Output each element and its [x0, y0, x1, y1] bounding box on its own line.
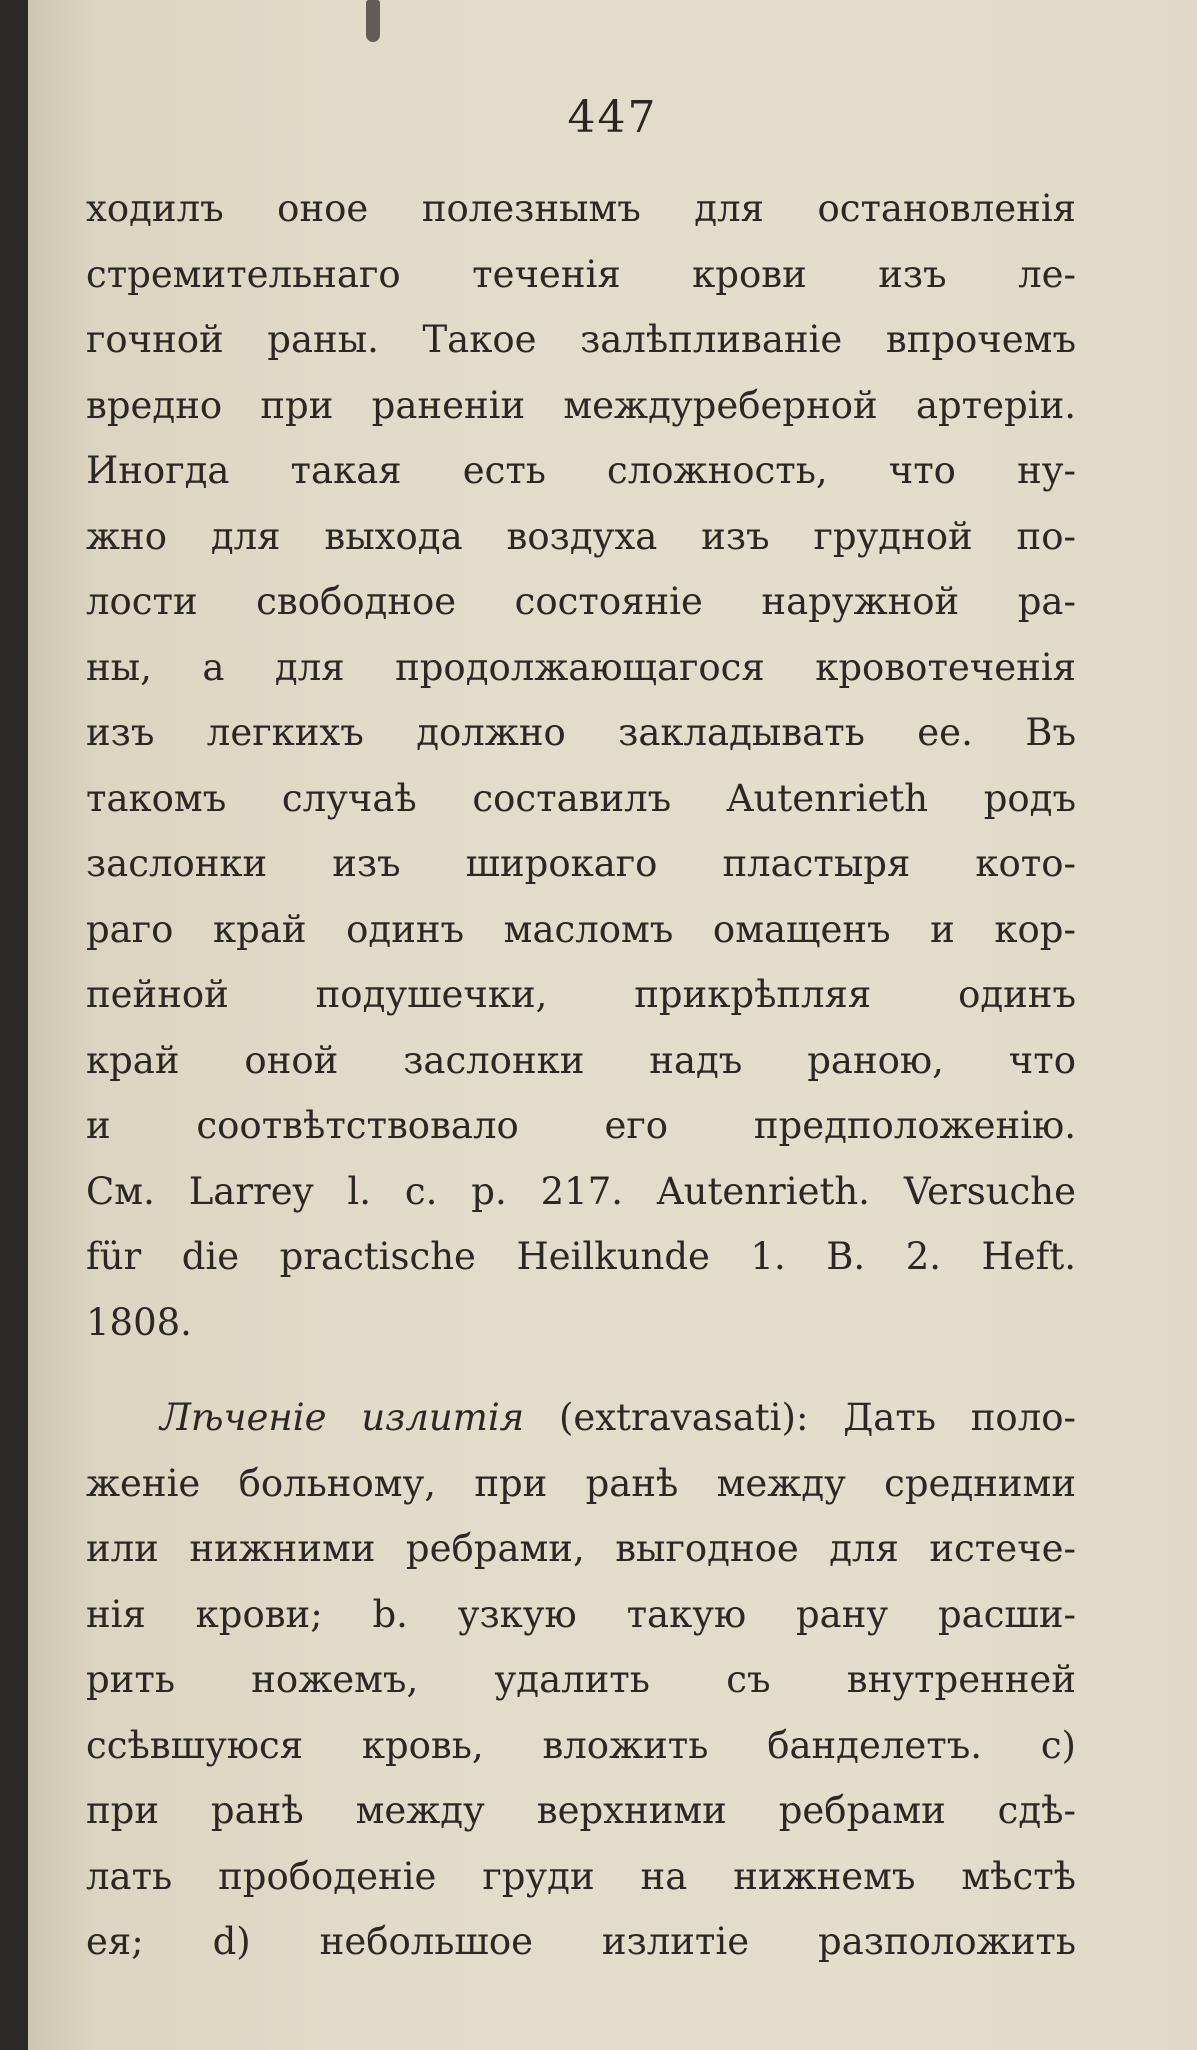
text-line: стремительнаго теченія крови изъ ле- — [86, 252, 1076, 296]
page-text — [86, 176, 1076, 1975]
text-line: лости свободное состояніе наружной ра- — [86, 580, 1076, 623]
text-line: Иногда такая есть сложность, что ну- — [86, 449, 1076, 492]
text-line: пейной подушечки, прикрѣпляя одинъ — [86, 973, 1076, 1016]
text-line: ны, а для продолжающагося кровотеченія — [86, 645, 1076, 689]
text-line: край оной заслонки надъ раною, что — [86, 1038, 1076, 1082]
text-line: такомъ случаѣ составилъ Autenrieth родъ — [86, 776, 1076, 820]
text-line: ссѣвшуюся кровь, вложить банделетъ. c) — [86, 1723, 1076, 1767]
text-line: женіе больному, при ранѣ между средними — [86, 1461, 1076, 1505]
text-line: лать прободеніе груди на нижнемъ мѣстѣ — [86, 1854, 1076, 1898]
ink-mark — [366, 0, 380, 42]
text-line: für die practische Heilkunde 1. B. 2. Heft. — [86, 1235, 1076, 1278]
text-line: жно для выхода воздуха изъ грудной по- — [86, 514, 1076, 558]
paragraph-heading: Лѣченіе излитія — [160, 1396, 525, 1439]
text-line: 1808. — [86, 1300, 192, 1344]
paragraph-first-line — [86, 1385, 1076, 1451]
page-number: 447 — [567, 92, 658, 143]
paragraph-gap — [86, 1355, 1076, 1385]
text-line: изъ легкихъ должно закладывать ее. Въ — [86, 711, 1076, 754]
text-line: нія крови; b. узкую такую рану расши- — [86, 1592, 1076, 1636]
text-line: раго край одинъ масломъ омащенъ и кор- — [86, 907, 1076, 951]
text-line: См. Larrey l. c. p. 217. Autenrieth. Versuche — [86, 1169, 1076, 1213]
text-line: при ранѣ между верхними ребрами сдѣ- — [86, 1789, 1076, 1832]
paragraph-first-text: (extravasati): Дать поло- — [524, 1396, 1076, 1439]
text-line: ходилъ оное полезнымъ для остановленія — [86, 187, 1076, 230]
book-page — [28, 0, 1197, 2050]
text-line: ея; d) небольшое излитіе разположить — [86, 1920, 1076, 1963]
text-line: гочной раны. Такое залѣпливаніе впрочемъ — [86, 318, 1076, 361]
text-line: заслонки изъ широкаго пластыря кото- — [86, 842, 1076, 885]
text-line: и соотвѣтствовало его предположенію. — [86, 1104, 1076, 1147]
text-line: или нижними ребрами, выгодное для истече- — [86, 1527, 1076, 1570]
text-line: вредно при раненіи междуреберной артеріи. — [86, 383, 1076, 427]
text-line: рить ножемъ, удалить съ внутренней — [86, 1658, 1076, 1701]
